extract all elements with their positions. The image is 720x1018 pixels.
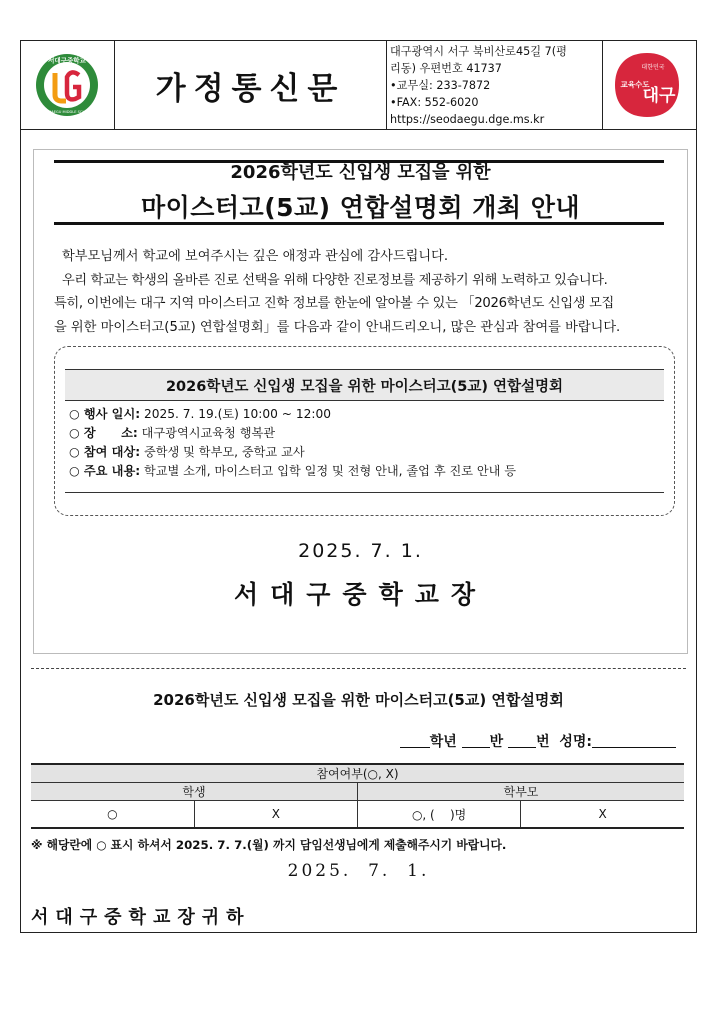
grade-label: 학년 xyxy=(429,734,457,750)
event-title-bar xyxy=(65,369,664,401)
school-logo-icon xyxy=(35,53,99,117)
notice-date: 2025. 7. 1. xyxy=(298,540,423,562)
parent-absent-cell[interactable]: X xyxy=(521,801,684,829)
notice-page xyxy=(20,40,697,933)
paragraph-line-2: 우리 학교는 학생의 올바른 진로 선택을 위해 다양한 진로정보를 제공하기 위해 노력하고 있습니다. xyxy=(62,272,608,288)
title-cell xyxy=(115,41,387,129)
event-details xyxy=(69,405,516,481)
submission-note: ※ 해당란에 ○ 표시 하셔서 2025. 7. 7.(월) 까지 담임선생님에게 제출해주시기 바랍니다. xyxy=(31,838,507,852)
details-bottom-rule xyxy=(65,492,664,493)
logo-name: 서대구중학교 xyxy=(48,56,86,65)
reply-slip-title: 2026학년도 신입생 모집을 위한 마이스터고(5교) 연합설명회 xyxy=(153,691,564,709)
detail-value: 2025. 7. 19.(토) 10:00 ~ 12:00 xyxy=(140,407,331,421)
office-phone: •교무실: 233-7872 xyxy=(390,79,491,92)
grade-blank[interactable] xyxy=(400,733,430,748)
student-attend-cell[interactable]: ○ xyxy=(31,801,194,829)
detail-datetime xyxy=(69,405,516,424)
parent-attend-cell[interactable]: ○, ( )명 xyxy=(358,801,521,829)
education-city-emblem-icon xyxy=(613,51,681,119)
emblem-small-text: 대한민국 xyxy=(641,64,665,71)
logo-subname: SEODAEGU MIDDLE SCHOOL xyxy=(41,110,93,114)
slip-date: 2025. 7. 1. xyxy=(287,861,430,881)
fax-number: •FAX: 552-6020 xyxy=(390,96,479,109)
paragraph-line-1: 학부모님께서 학교에 보여주시는 깊은 애정과 관심에 감사드립니다. xyxy=(62,249,449,264)
notice-heading-line-1: 2026학년도 신입생 모집을 위한 xyxy=(230,162,491,183)
heading-bottom-rule xyxy=(54,222,664,225)
participation-header: 참여여부(○, X) xyxy=(31,764,684,783)
school-info xyxy=(387,41,603,129)
paragraph-line-4: 을 위한 마이스터고(5교) 연합설명회」를 다음과 같이 안내드리오니, 많은 관심과 참여를 바랍니다. xyxy=(54,319,621,335)
address-line-1: 대구광역시 서구 북비산로45길 7(평 xyxy=(390,45,567,58)
name-blank[interactable] xyxy=(592,733,676,748)
cut-line xyxy=(31,668,686,669)
participation-table xyxy=(31,763,684,829)
notice-heading-line-2: 마이스터고(5교) 연합설명회 개최 안내 xyxy=(140,193,581,222)
paragraph-line-3: 특히, 이번에는 대구 지역 마이스터고 진학 정보를 한눈에 알아볼 수 있는 「2026학년도 신입생 모집 xyxy=(54,296,614,311)
student-column-header: 학생 xyxy=(31,783,358,801)
detail-label: ○ 참여 대상: xyxy=(69,445,141,459)
parent-column-header: 학부모 xyxy=(358,783,685,801)
number-blank[interactable] xyxy=(508,733,536,748)
class-blank[interactable] xyxy=(462,733,490,748)
student-info-fields xyxy=(400,731,676,751)
school-logo-cell xyxy=(21,41,115,129)
document-title: 가정통신문 xyxy=(155,71,346,107)
emblem-cell xyxy=(603,41,696,129)
student-absent-cell[interactable]: X xyxy=(194,801,357,829)
notice-paragraph xyxy=(54,245,674,339)
detail-value: 대구광역시교육청 행복관 xyxy=(137,426,276,440)
detail-audience xyxy=(69,443,516,462)
detail-location xyxy=(69,424,516,443)
class-label: 반 xyxy=(489,734,504,750)
detail-label: ○ 주요 내용: xyxy=(69,464,141,478)
detail-value: 중학생 및 학부모, 중학교 교사 xyxy=(140,445,305,459)
emblem-big-text: 대구 xyxy=(642,86,676,106)
address-line-2: 리동) 우편번호 41737 xyxy=(390,62,502,75)
website-link[interactable]: https://seodaegu.dge.ms.kr xyxy=(390,113,545,126)
number-label: 번 xyxy=(536,734,550,750)
notice-body xyxy=(33,149,688,654)
detail-value: 학교별 소개, 마이스터고 입학 일정 및 전형 안내, 졸업 후 진로 안내 등 xyxy=(140,464,517,478)
detail-content xyxy=(69,462,516,481)
event-info-box xyxy=(54,346,675,516)
letterhead xyxy=(21,41,696,130)
event-title: 2026학년도 신입생 모집을 위한 마이스터고(5교) 연합설명회 xyxy=(165,379,564,395)
principal-signature: 서대구중학교장 xyxy=(233,580,488,609)
detail-label: ○ 행사 일시: xyxy=(69,407,141,421)
name-label: 성명: xyxy=(559,734,592,750)
slip-recipient: 서대구중학교장귀하 xyxy=(31,907,251,928)
emblem-mid-text: 교육수도 xyxy=(620,80,650,89)
detail-label: ○ 장 소: xyxy=(69,426,138,440)
